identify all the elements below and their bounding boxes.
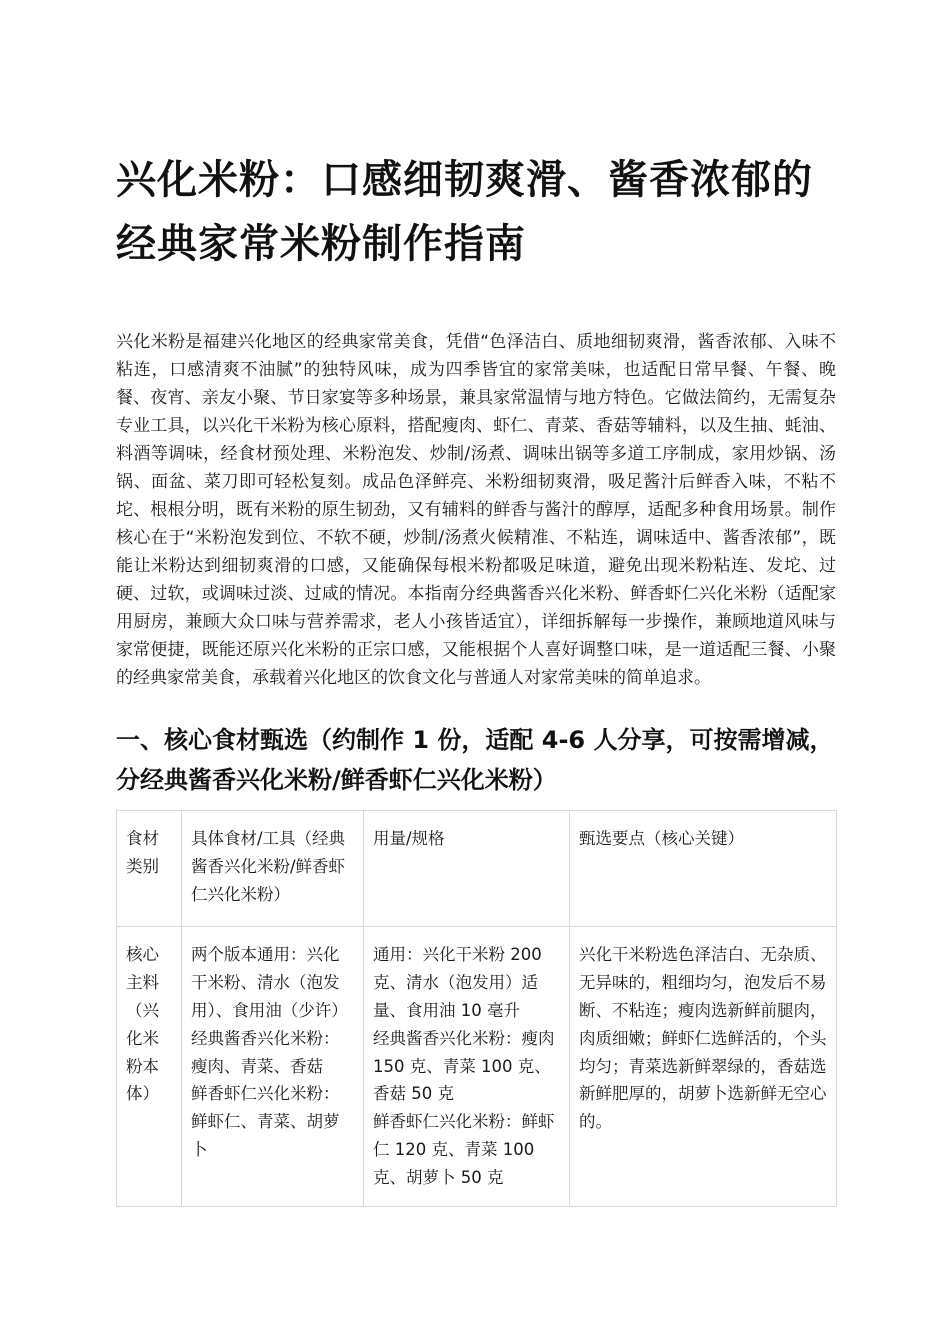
cell-tips: 兴化干米粉选色泽洁白、无杂质、无异味的，粗细均匀，泡发后不易断、不粘连；瘦肉选新鲜前腿肉，肉质细嫩；鲜虾仁选鲜活的，个头均匀；青菜选新鲜翠绿的，香菇选新鲜肥厚的，胡萝卜选新鲜无空心的。 — [570, 927, 837, 1206]
header-tips: 甄选要点（核心关键） — [570, 811, 837, 927]
cell-category: 核心主料（兴化米粉本体） — [117, 927, 182, 1206]
amount-line-common: 通用：兴化干米粉 200 克、清水（泡发用）适量、食用油 10 毫升 — [373, 945, 542, 1020]
items-line-shrimp: 鲜香虾仁兴化米粉：鲜虾仁、青菜、胡萝卜 — [191, 1084, 340, 1159]
table-row — [117, 927, 837, 1206]
items-line-classic: 经典酱香兴化米粉：瘦肉、青菜、香菇 — [191, 1028, 340, 1076]
header-amount: 用量/规格 — [364, 811, 570, 927]
items-line-common: 两个版本通用：兴化干米粉、清水（泡发用）、食用油（少许） — [191, 945, 348, 1020]
cell-items — [182, 927, 364, 1206]
document-page — [116, 148, 836, 1207]
page-title: 兴化米粉：口感细韧爽滑、酱香浓郁的经典家常米粉制作指南 — [116, 157, 813, 267]
header-category: 食材类别 — [117, 811, 182, 927]
ingredients-table — [116, 810, 837, 1207]
intro-paragraph: 兴化米粉是福建兴化地区的经典家常美食，凭借“色泽洁白、质地细韧爽滑，酱香浓郁、入味不粘连，口感清爽不油腻”的独特风味，成为四季皆宜的家常美味，也适配日常早餐、午餐、晚餐、夜宵、亲友小聚、节日家宴等多种场景，兼具家常温情与地方特色。它做法简约，无需复杂专业工具，以兴化干米粉为核心原料，搭配瘦肉、虾仁、青菜、香菇等辅料，以及生抽、蚝油、料酒等调味，经食材预处理、米粉泡发、炒制/汤煮、调味出锅等多道工序制成，家用炒锅、汤锅、面盆、菜刀即可轻松复刻。成品色泽鲜亮、米粉细韧爽滑，吸足酱汁后鲜香入味，不粘不坨、根根分明，既有米粉的原生韧劲，又有辅料的鲜香与酱汁的醇厚，适配多种食用场景。制作核心在于“米粉泡发到位、不软不硬，炒制/汤煮火候精准、不粘连，调味适中、酱香浓郁”，既能让米粉达到细韧爽滑的口感，又能确保每根米粉都吸足味道，避免出现米粉粘连、发坨、过硬、过软，或调味过淡、过咸的情况。本指南分经典酱香兴化米粉、鲜香虾仁兴化米粉（适配家用厨房，兼顾大众口味与营养需求，老人小孩皆适宜），详细拆解每一步操作，兼顾地道风味与家常便捷，既能还原兴化米粉的正宗口感，又能根据个人喜好调整口味，是一道适配三餐、小聚的经典家常美食，承载着兴化地区的饮食文化与普通人对家常美味的简单追求。 — [116, 332, 836, 688]
header-items: 具体食材/工具（经典酱香兴化米粉/鲜香虾仁兴化米粉） — [182, 811, 364, 927]
cell-amounts — [364, 927, 570, 1206]
amount-line-classic: 经典酱香兴化米粉：瘦肉 150 克、青菜 100 克、香菇 50 克 — [373, 1028, 555, 1104]
table-header-row — [117, 811, 837, 927]
amount-line-shrimp: 鲜香虾仁兴化米粉：鲜虾仁 120 克、青菜 100 克、胡萝卜 50 克 — [373, 1112, 555, 1187]
section-heading-ingredients: 一、核心食材甄选（约制作 1 份，适配 4-6 人分享，可按需增减，分经典酱香兴化米粉/鲜香虾仁兴化米粉） — [116, 726, 834, 794]
